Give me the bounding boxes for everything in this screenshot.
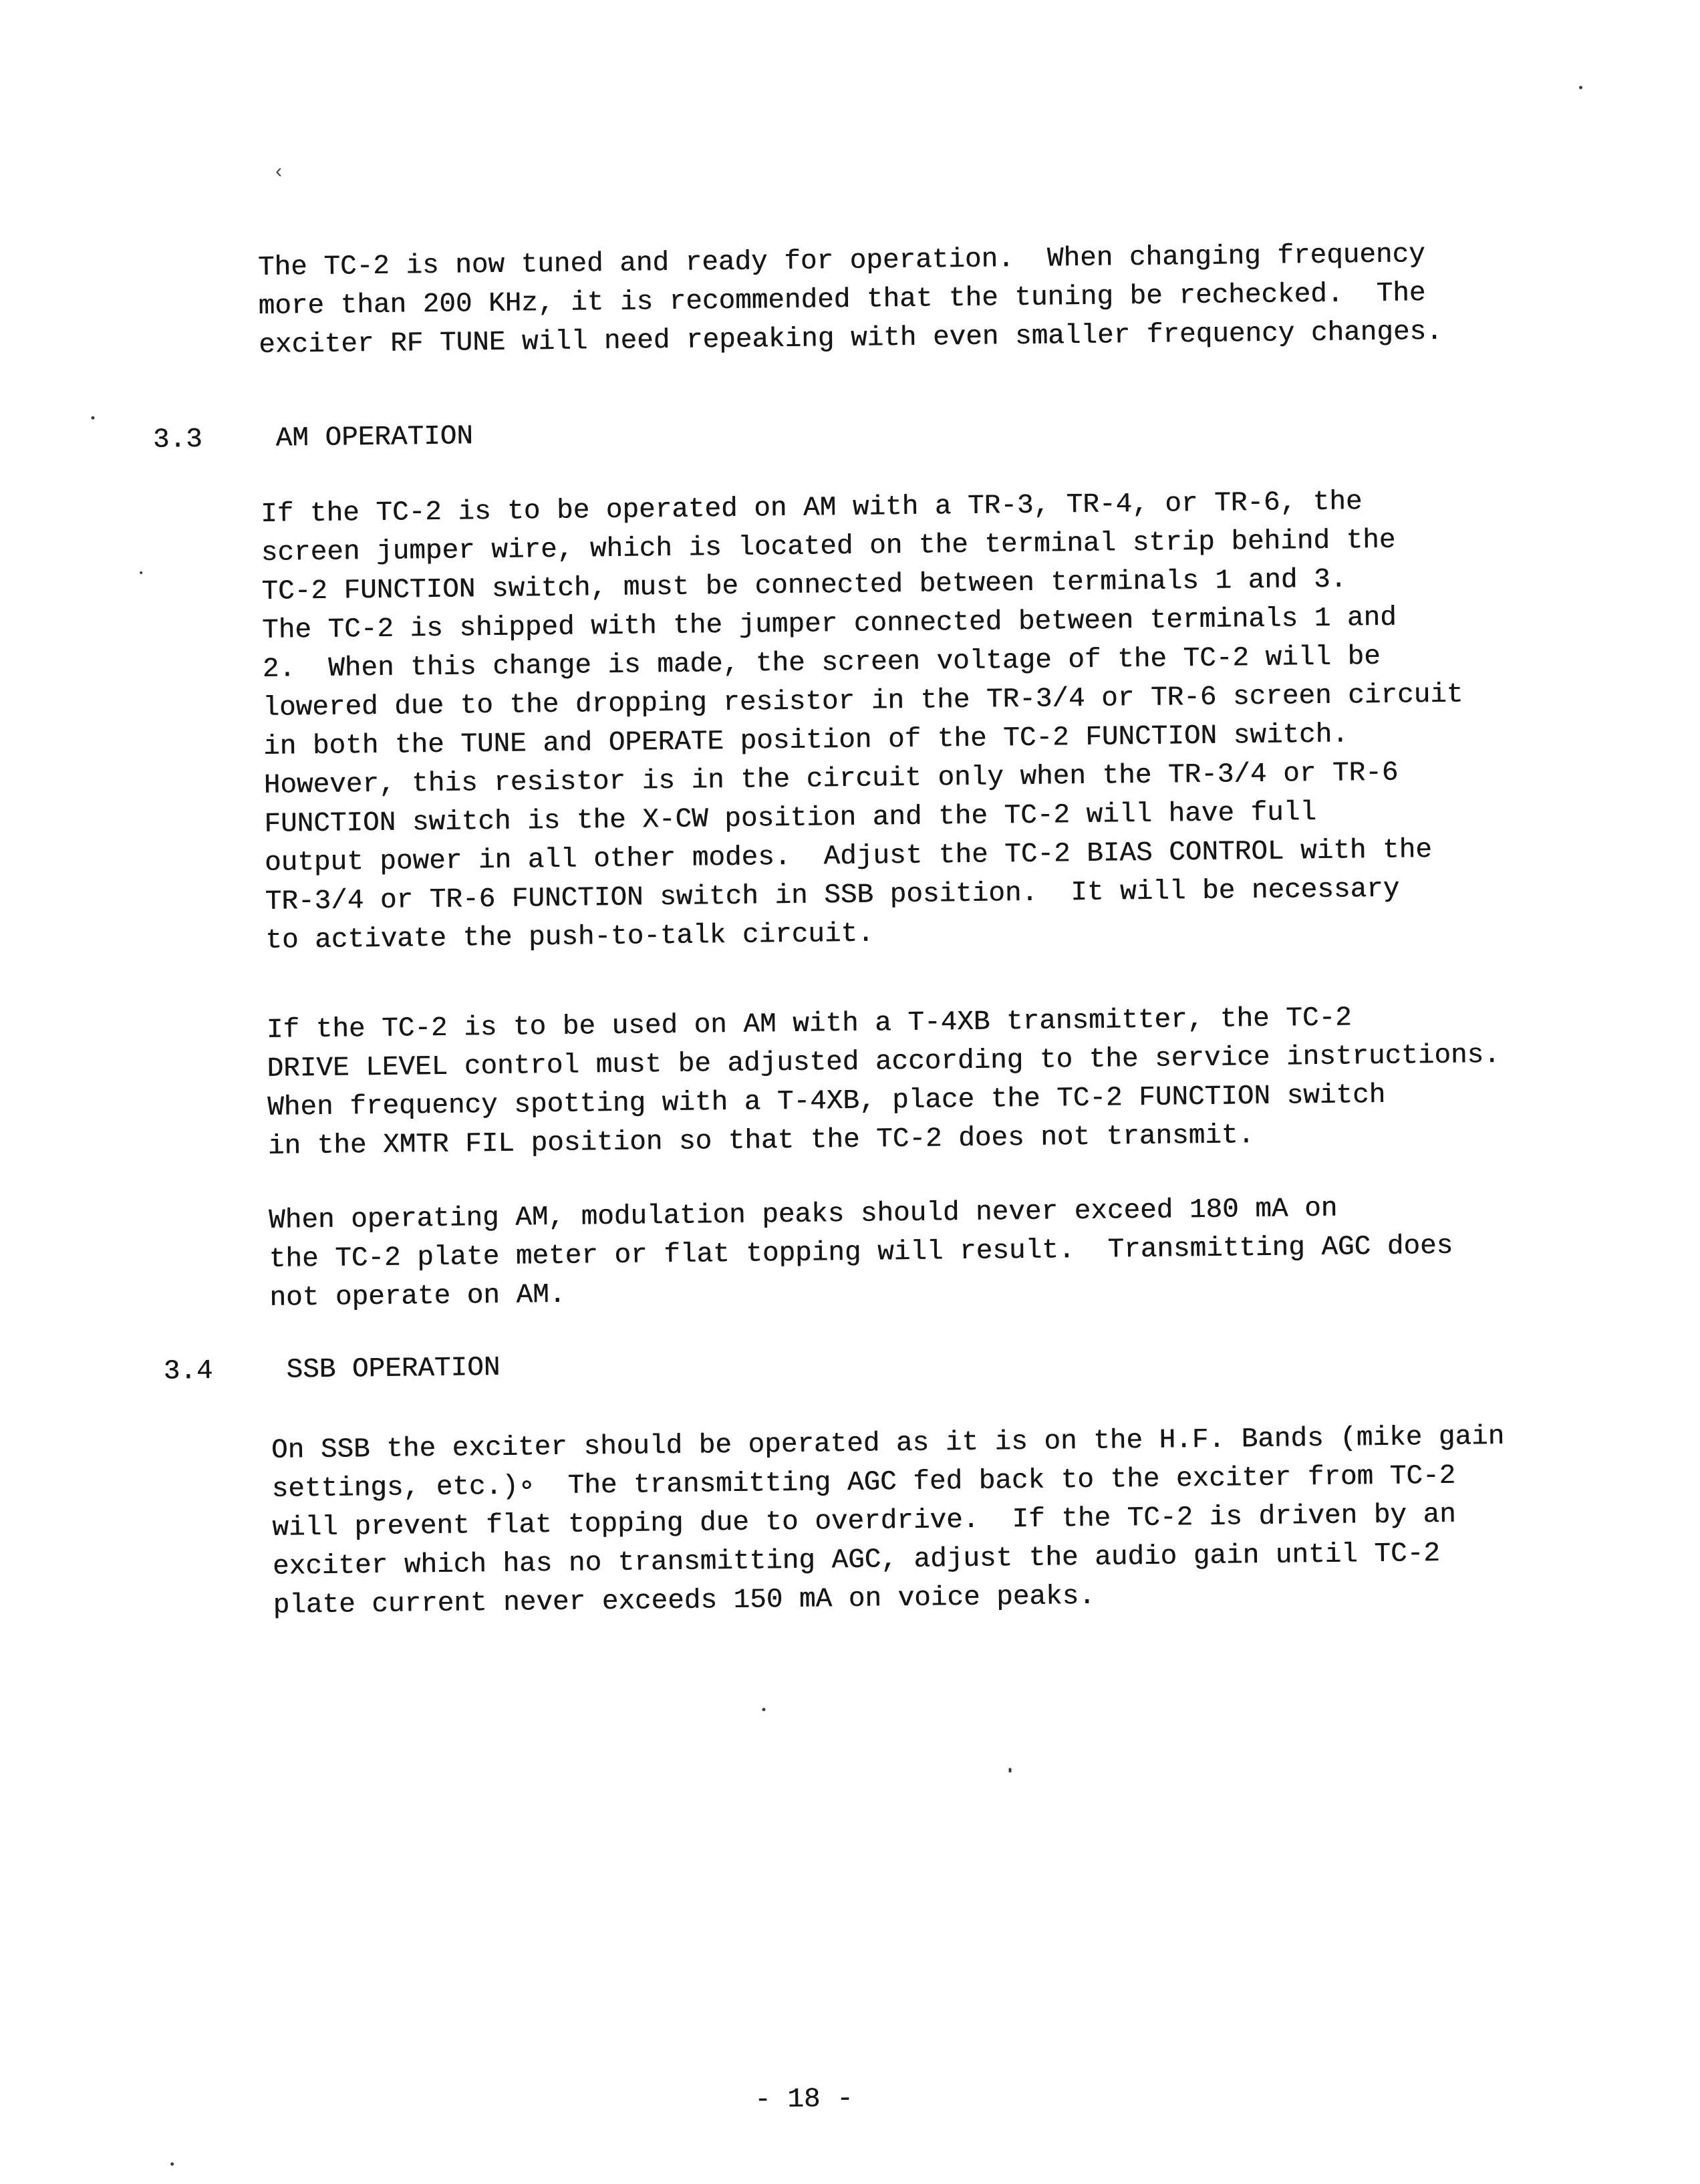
am-operation-paragraph-2: If the TC-2 is to be used on AM with a T-4XB transmitter, the TC-2 DRIVE LEVEL control must be adjusted according to the service instructions. When frequency spotting with a T-4XB, place the TC-2 FUNCTION switch in the XMTR FIL position so that the TC-2 does not transmit. xyxy=(266,1002,1501,1162)
scan-speck xyxy=(762,1708,765,1711)
scan-speck xyxy=(170,2163,174,2166)
section-number: 3.3 xyxy=(152,424,202,456)
am-operation-paragraph-1: If the TC-2 is to be operated on AM with a TR-3, TR-4, or TR-6, the screen jumper wire, which is located on the terminal strip behind the TC-2 FUNCTION switch, must be connected between terminals 1 and 3. The TC-2 is shipped with the jumper connected between terminals 1 and 2. When this change is made, the screen voltage of the TC-2 will be lowered due to the dropping resistor in the TR-3/4 or TR-6 screen circuit in both the TUNE and OPERATE position of the TC-2 FUNCTION switch. However, this resistor is in the circuit only when the TR-3/4 or TR-6 FUNCTION switch is the X-CW position and the TC-2 will have full output power in all other modes. Adjust the TC-2 BIAS CONTROL with the TR-3/4 or TR-6 FUNCTION switch in SSB position. It will be necessary to activate the push-to-talk circuit. xyxy=(260,487,1463,956)
scan-speck xyxy=(91,416,94,420)
am-operation-paragraph-3: When operating AM, modulation peaks should never exceed 180 mA on the TC-2 plate meter or flat topping will result. Transmitting AGC does not operate on AM. xyxy=(268,1193,1453,1314)
scan-artifact-mark: ‹ xyxy=(273,161,285,184)
section-title: AM OPERATION xyxy=(275,421,474,454)
scan-speck xyxy=(1579,86,1582,89)
section-heading-am-operation xyxy=(153,417,474,459)
page-number: - 18 - xyxy=(754,2084,853,2116)
scan-speck xyxy=(1008,1768,1011,1772)
section-number: 3.4 xyxy=(163,1355,213,1387)
section-title: SSB OPERATION xyxy=(286,1352,501,1386)
scan-speck xyxy=(140,571,142,574)
section-heading-ssb-operation xyxy=(163,1349,500,1391)
ssb-operation-paragraph-1: On SSB the exciter should be operated as it is on the H.F. Bands (mike gain settings, etc.)∘ The transmitting AGC fed back to the exciter from TC-2 will prevent flat topping due to overdrive. If the TC-2 is driven by an exciter which has no transmitting AGC, adjust the audio gain until TC-2 plate current never exceeds 150 mA on voice peaks. xyxy=(271,1421,1505,1621)
intro-paragraph: The TC-2 is now tuned and ready for operation. When changing frequency more than 200 KHz, it is recommended that the tuning be rechecked. The exciter RF TUNE will need repeaking with even smaller frequency changes. xyxy=(257,239,1443,361)
